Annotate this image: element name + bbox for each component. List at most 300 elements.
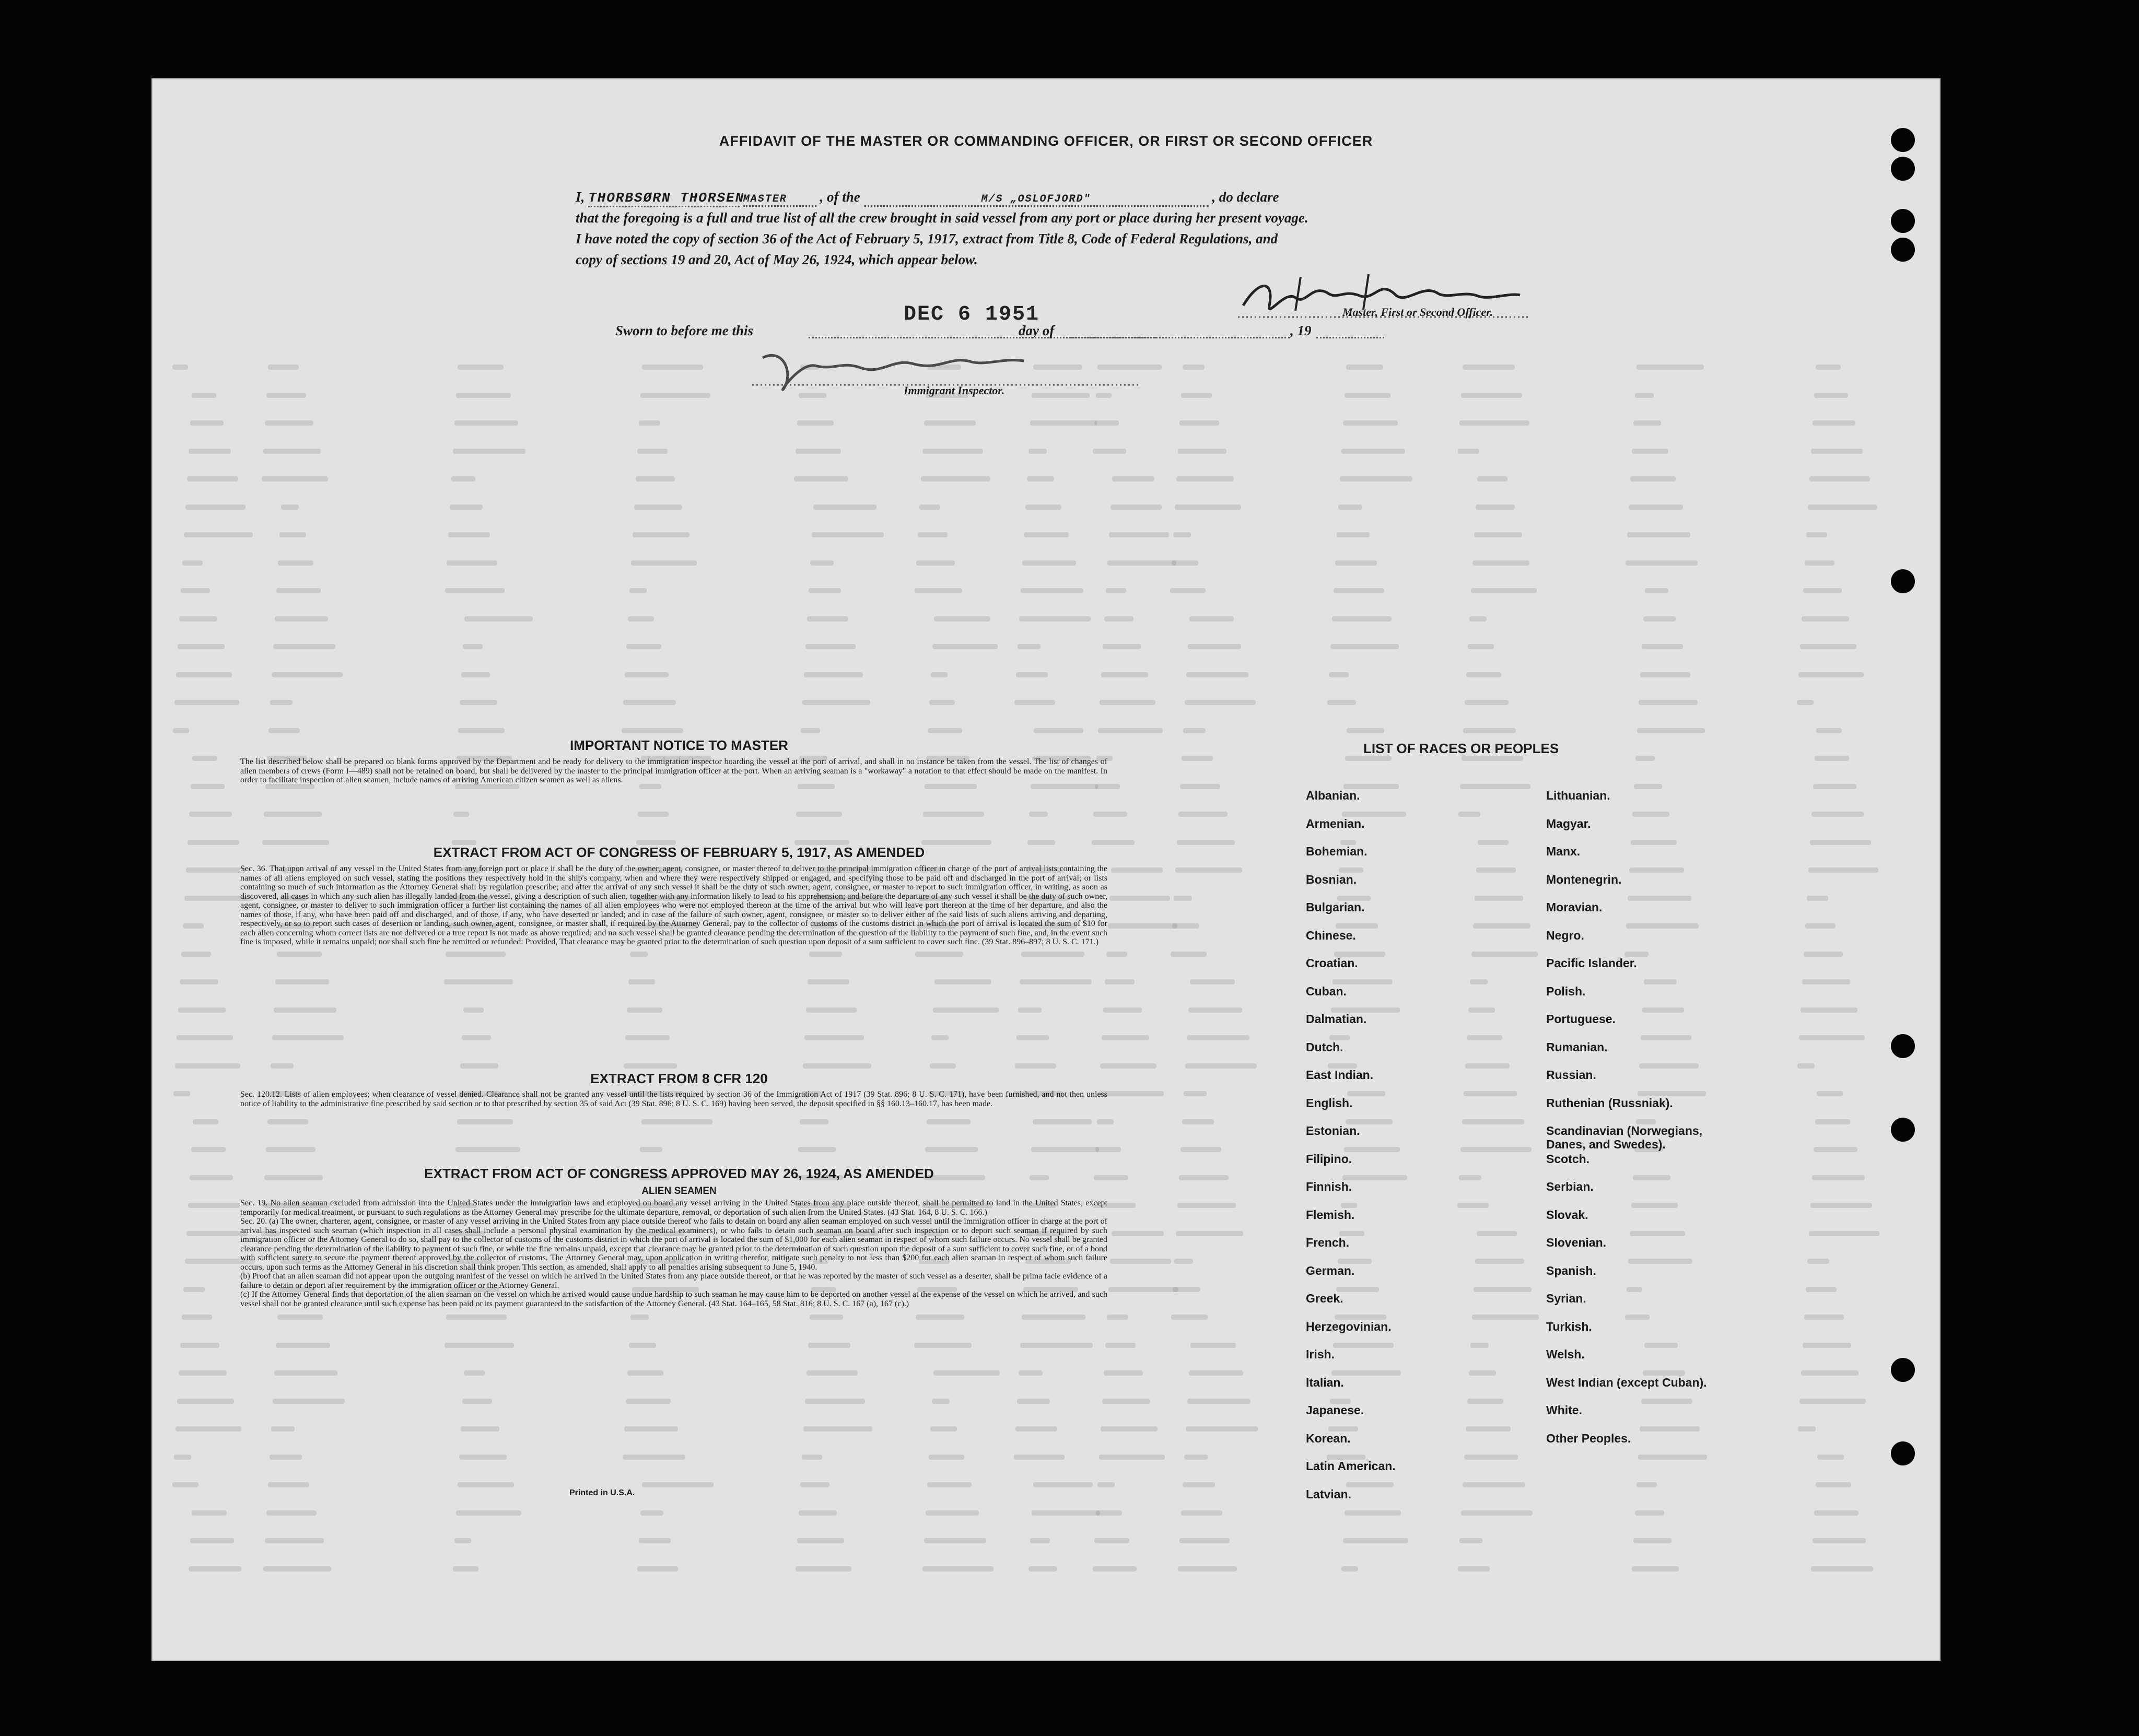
bleed-through-mark bbox=[628, 979, 655, 984]
bleed-through-mark bbox=[1805, 560, 1834, 566]
bleed-through-mark bbox=[627, 1370, 663, 1376]
bleed-through-mark bbox=[1461, 1510, 1533, 1516]
bleed-through-mark bbox=[1460, 1147, 1532, 1152]
bleed-through-mark bbox=[1107, 1315, 1128, 1320]
bleed-through-mark bbox=[1183, 728, 1206, 733]
bleed-through-mark bbox=[457, 1119, 513, 1124]
bleed-through-mark bbox=[1106, 952, 1127, 957]
bleed-through-mark bbox=[174, 700, 239, 705]
bleed-through-mark bbox=[1813, 420, 1855, 426]
bleed-through-mark bbox=[1175, 505, 1241, 510]
race-item: Greek. bbox=[1306, 1292, 1343, 1305]
bleed-through-mark bbox=[916, 560, 955, 566]
bleed-through-mark bbox=[184, 532, 253, 537]
page-title: AFFIDAVIT OF THE MASTER OR COMMANDING OFFICER, OR FIRST OR SECOND OFFICER bbox=[719, 133, 1373, 149]
sec-20a-text: Sec. 20. (a) The owner, charterer, agent, consignee, or master of any vessel arriving in the United States from any place outside thereof who fails to detain on board any alien seaman employed on such vessel until the immigration officer in charge at the port of arrival has inspected such seaman (which inspection in all cases shall include a personal physical examination by the medical examiners), or who fails to detain such seaman on board after such inspection or to deport such seaman if required by such immigration officer or the Attorney General to do so, shall pay to the collector of customs of the customs district in which the port of arrival is located the sum of $1,000 for each alien seaman in respect of whom such failure occurs. No vessel shall be granted clearance pending the determination of the liability to payment of such fine, or while the fine remains unpaid, except that clearance may be granted prior to the determination of such question upon the deposit of a sum sufficient to cover such fine, or of a bond with sufficient surety to secure the payment thereof approved by the collector of customs. The Attorney General may, upon application in writing therefor, mitigate such penalty to not less than $200 for each alien seaman in respect of whom such failure occurs, upon such terms as the Attorney General in his discretion shall think proper. This section, as amended, shall apply to all penalties arising subsequent to June 5, 1940. bbox=[240, 1217, 1107, 1272]
bleed-through-mark bbox=[172, 1482, 198, 1487]
bleed-through-mark bbox=[271, 1063, 294, 1069]
bleed-through-mark bbox=[1346, 365, 1383, 370]
bleed-through-mark bbox=[918, 532, 948, 537]
bleed-through-mark bbox=[1093, 449, 1126, 454]
bleed-through-mark bbox=[182, 560, 203, 566]
bleed-through-mark bbox=[1101, 1426, 1158, 1432]
bleed-through-mark bbox=[800, 1119, 828, 1124]
bleed-through-mark bbox=[1797, 700, 1814, 705]
bleed-through-mark bbox=[1033, 1119, 1092, 1124]
bleed-through-mark bbox=[453, 449, 525, 454]
bleed-through-mark bbox=[181, 952, 211, 957]
sec-20c-text: (c) If the Attorney General finds that deportation of the alien seaman on the vessel on which he arrived would cause undue hardship to such seaman he may cause him to be deported on another vessel at the expense of the vessel on which he arrived, and such vessel shall not be granted clearance until such expense has been paid or its payment guaranteed to the satisfaction of the Attorney General. (43 Stat. 164–165, 58 Stat. 816; 8 U. S. C. 167 (a), 167 (c).) bbox=[240, 1290, 1107, 1308]
bleed-through-mark bbox=[1190, 979, 1235, 984]
bleed-through-mark bbox=[1804, 952, 1843, 957]
bleed-through-mark bbox=[1801, 1007, 1857, 1013]
bleed-through-mark bbox=[639, 420, 660, 426]
bleed-through-mark bbox=[1103, 644, 1141, 649]
bleed-through-mark bbox=[1179, 420, 1219, 426]
bleed-through-mark bbox=[1025, 505, 1061, 510]
bleed-through-mark bbox=[1109, 532, 1169, 537]
bleed-through-mark bbox=[1802, 616, 1849, 621]
race-item: Rumanian. bbox=[1546, 1040, 1608, 1054]
bleed-through-mark bbox=[1468, 1007, 1495, 1013]
bleed-through-mark bbox=[186, 867, 247, 873]
sec-19-text: Sec. 19. No alien seaman excluded from admission into the United States under the immigration laws and employed on board any vessel arriving in the United States from any place outside thereof, shall be permitted to land in the United States, except temporarily for medical treatment, or pursuant to such regulations as the Attorney General may prescribe for the ultimate departure, removal, or deportation of such alien from the United States. (43 Stat. 164, 8 U. S. C. 166.) bbox=[240, 1199, 1107, 1217]
race-item: Filipino. bbox=[1306, 1152, 1352, 1166]
bleed-through-mark bbox=[1111, 505, 1162, 510]
bleed-through-mark bbox=[1458, 449, 1479, 454]
bleed-through-mark bbox=[1184, 1091, 1207, 1096]
bleed-through-mark bbox=[188, 840, 239, 845]
bleed-through-mark bbox=[803, 1426, 872, 1432]
bleed-through-mark bbox=[191, 784, 225, 789]
bleed-through-mark bbox=[1335, 560, 1377, 566]
bleed-through-mark bbox=[1809, 476, 1870, 482]
bleed-through-mark bbox=[1176, 476, 1234, 482]
bleed-through-mark bbox=[190, 1538, 234, 1543]
bleed-through-mark bbox=[1177, 1203, 1236, 1208]
bleed-through-mark bbox=[1458, 812, 1480, 817]
bleed-through-mark bbox=[1186, 672, 1248, 677]
bleed-through-mark bbox=[462, 1035, 491, 1040]
bleed-through-mark bbox=[271, 1426, 295, 1432]
bleed-through-mark bbox=[183, 1287, 205, 1292]
bleed-through-mark bbox=[810, 560, 834, 566]
bleed-through-mark bbox=[1093, 1566, 1137, 1571]
signature-caption: Master, First or Second Officer. bbox=[1342, 306, 1493, 319]
bleed-through-mark bbox=[447, 560, 497, 566]
bleed-through-mark bbox=[1180, 1147, 1221, 1152]
bleed-through-mark bbox=[1471, 588, 1537, 593]
master-name: THORBSØRN THORSEN bbox=[588, 190, 740, 207]
bleed-through-mark bbox=[627, 1007, 662, 1013]
bleed-through-mark bbox=[450, 505, 483, 510]
bleed-through-mark bbox=[636, 476, 675, 482]
bleed-through-mark bbox=[927, 1119, 971, 1124]
race-item: Other Peoples. bbox=[1546, 1431, 1631, 1445]
race-item: German. bbox=[1306, 1263, 1355, 1277]
bleed-through-mark bbox=[189, 449, 231, 454]
inspector-caption: Immigrant Inspector. bbox=[904, 384, 1005, 397]
race-item: Bulgarian. bbox=[1306, 900, 1365, 914]
bleed-through-mark bbox=[794, 476, 848, 482]
bleed-through-mark bbox=[172, 365, 188, 370]
bleed-through-mark bbox=[1630, 476, 1676, 482]
bleed-through-mark bbox=[453, 1566, 478, 1571]
bleed-through-mark bbox=[933, 1007, 999, 1013]
bleed-through-mark bbox=[181, 588, 210, 593]
bleed-through-mark bbox=[1187, 1399, 1250, 1404]
bleed-through-mark bbox=[1334, 588, 1384, 593]
bleed-through-mark bbox=[1189, 1370, 1243, 1376]
bleed-through-mark bbox=[623, 1455, 685, 1460]
bleed-through-mark bbox=[1469, 616, 1487, 621]
bleed-through-mark bbox=[1101, 672, 1148, 677]
bleed-through-mark bbox=[1182, 1119, 1214, 1124]
bleed-through-mark bbox=[270, 700, 293, 705]
binder-hole bbox=[1891, 238, 1915, 262]
bleed-through-mark bbox=[1097, 1482, 1115, 1487]
bleed-through-mark bbox=[1329, 672, 1349, 677]
race-item: Latvian. bbox=[1306, 1487, 1351, 1501]
binder-hole bbox=[1891, 1118, 1915, 1142]
declaration-line-3: I have noted the copy of section 36 of the Act of February 5, 1917, extract from Title 8, Code of Federal Regulations, and bbox=[576, 231, 1278, 247]
bleed-through-mark bbox=[922, 449, 983, 454]
bleed-through-mark bbox=[1800, 644, 1856, 649]
bleed-through-mark bbox=[1015, 1426, 1057, 1432]
master-role: MASTER bbox=[743, 193, 816, 207]
bleed-through-mark bbox=[1094, 1538, 1129, 1543]
bleed-through-mark bbox=[929, 700, 955, 705]
bleed-through-mark bbox=[1799, 1035, 1865, 1040]
bleed-through-mark bbox=[1635, 393, 1654, 398]
bleed-through-mark bbox=[1627, 532, 1690, 537]
sworn-label: Sworn to before me this bbox=[615, 323, 754, 338]
bleed-through-mark bbox=[1808, 867, 1878, 873]
race-item: Latin American. bbox=[1306, 1459, 1396, 1473]
bleed-through-mark bbox=[1178, 812, 1228, 817]
bleed-through-mark bbox=[1633, 420, 1661, 426]
bleed-through-mark bbox=[461, 672, 490, 677]
sec-20b-text: (b) Proof that an alien seaman did not appear upon the outgoing manifest of the vessel on which he arrived in the United States from any place outside thereof, or that he was reported by the master of such vessel as a deserter, shall be prima facie evidence of a failure to detain or deport after requirement by the immigration officer or the Attorney General. bbox=[240, 1272, 1107, 1290]
bleed-through-mark bbox=[805, 1399, 865, 1404]
bleed-through-mark bbox=[1465, 1063, 1510, 1069]
race-item: White. bbox=[1546, 1403, 1582, 1417]
bleed-through-mark bbox=[1175, 867, 1242, 873]
bleed-through-mark bbox=[1100, 1063, 1156, 1069]
do-declare-text: , do declare bbox=[1212, 189, 1279, 205]
races-title: LIST OF RACES OR PEOPLES bbox=[1363, 741, 1559, 756]
race-item: Chinese. bbox=[1306, 928, 1356, 942]
bleed-through-mark bbox=[1181, 1510, 1222, 1516]
bleed-through-mark bbox=[1806, 1287, 1837, 1292]
bleed-through-mark bbox=[808, 979, 849, 984]
bleed-through-mark bbox=[796, 1566, 851, 1571]
bleed-through-mark bbox=[177, 1399, 234, 1404]
bleed-through-mark bbox=[1029, 812, 1048, 817]
day-of-label: day of bbox=[1019, 323, 1055, 338]
bleed-through-mark bbox=[1807, 896, 1828, 901]
bleed-through-mark bbox=[1185, 1063, 1257, 1069]
bleed-through-mark bbox=[1475, 1259, 1524, 1264]
race-item: Albanian. bbox=[1306, 789, 1360, 802]
bleed-through-mark bbox=[638, 812, 669, 817]
race-item: Armenian. bbox=[1306, 816, 1365, 830]
bleed-through-mark bbox=[1345, 393, 1390, 398]
bleed-through-mark bbox=[934, 616, 990, 621]
bleed-through-mark bbox=[1022, 560, 1076, 566]
bleed-through-mark bbox=[933, 1370, 1000, 1376]
bleed-through-mark bbox=[1111, 867, 1163, 873]
bleed-through-mark bbox=[625, 672, 669, 677]
bleed-through-mark bbox=[1103, 1007, 1142, 1013]
bleed-through-mark bbox=[921, 476, 990, 482]
race-item: Dalmatian. bbox=[1306, 1012, 1367, 1026]
bleed-through-mark bbox=[929, 1455, 964, 1460]
cfr-text: Sec. 120.12. Lists of alien employees; when clearance of vessel denied. Clearance shall not be granted any vessel until the lists required by section 36 of the Immigration Act of 1917 (39 Stat. 896; 8 U. S. C. 171), have been furnished, and not then unless notice of liability to the administrative fine prescribed by said section or to that prescribed by section 35 of said Act (39 Stat. 896; 8 U. S. C. 169) having been served, the deposit specified in §§ 160.13–160.17, has been made. bbox=[240, 1090, 1107, 1108]
race-item: Syrian. bbox=[1546, 1292, 1586, 1305]
race-item: Serbian. bbox=[1546, 1180, 1594, 1193]
bleed-through-mark bbox=[1813, 784, 1856, 789]
bleed-through-mark bbox=[1814, 1510, 1859, 1516]
bleed-through-mark bbox=[1472, 1315, 1539, 1320]
bleed-through-mark bbox=[1181, 393, 1212, 398]
bleed-through-mark bbox=[1466, 1426, 1511, 1432]
race-item: Finnish. bbox=[1306, 1180, 1352, 1193]
bleed-through-mark bbox=[1022, 1315, 1085, 1320]
bleed-through-mark bbox=[1184, 1455, 1208, 1460]
declaration-prefix: I, bbox=[576, 189, 585, 205]
bleed-through-mark bbox=[634, 505, 682, 510]
bleed-through-mark bbox=[916, 1315, 964, 1320]
bleed-through-mark bbox=[180, 1343, 219, 1348]
bleed-through-mark bbox=[273, 1399, 345, 1404]
bleed-through-mark bbox=[1810, 1203, 1872, 1208]
bleed-through-mark bbox=[1183, 1482, 1215, 1487]
bleed-through-mark bbox=[622, 728, 683, 733]
bleed-through-mark bbox=[1109, 896, 1170, 901]
bleed-through-mark bbox=[914, 1343, 972, 1348]
document-page bbox=[151, 78, 1941, 1661]
extract-1924-title: EXTRACT FROM ACT OF CONGRESS APPROVED MAY 26, 1924, AS AMENDED bbox=[424, 1166, 934, 1181]
bleed-through-mark bbox=[1632, 449, 1668, 454]
bleed-through-mark bbox=[1798, 672, 1864, 677]
bleed-through-mark bbox=[1463, 728, 1516, 733]
bleed-through-mark bbox=[624, 1426, 678, 1432]
bleed-through-mark bbox=[264, 812, 322, 817]
race-item: Pacific Islander. bbox=[1546, 956, 1637, 970]
bleed-through-mark bbox=[1817, 1455, 1844, 1460]
bleed-through-mark bbox=[809, 588, 841, 593]
bleed-through-mark bbox=[637, 1566, 678, 1571]
bleed-through-mark bbox=[630, 1315, 649, 1320]
bleed-through-mark bbox=[1030, 420, 1097, 426]
bleed-through-mark bbox=[1643, 616, 1676, 621]
date-stamp: DEC 6 1951 bbox=[904, 303, 1040, 326]
bleed-through-mark bbox=[1020, 979, 1092, 984]
bleed-through-mark bbox=[262, 840, 329, 845]
bleed-through-mark bbox=[1028, 449, 1047, 454]
bleed-through-mark bbox=[462, 1399, 492, 1404]
bleed-through-mark bbox=[1173, 1287, 1200, 1292]
bleed-through-mark bbox=[1018, 1007, 1042, 1013]
bleed-through-mark bbox=[193, 1119, 218, 1124]
bleed-through-mark bbox=[1173, 532, 1191, 537]
bleed-through-mark bbox=[1027, 840, 1055, 845]
bleed-through-mark bbox=[1096, 1510, 1122, 1516]
bleed-through-mark bbox=[1474, 1287, 1532, 1292]
bleed-through-mark bbox=[1465, 700, 1509, 705]
races-right-column bbox=[1546, 789, 1734, 1459]
bleed-through-mark bbox=[1816, 1482, 1851, 1487]
bleed-through-mark bbox=[923, 812, 984, 817]
bleed-through-mark bbox=[1341, 449, 1405, 454]
bleed-through-mark bbox=[180, 979, 218, 984]
bleed-through-mark bbox=[1637, 365, 1704, 370]
bleed-through-mark bbox=[812, 532, 884, 537]
bleed-through-mark bbox=[1815, 1119, 1850, 1124]
bleed-through-mark bbox=[919, 505, 940, 510]
bleed-through-mark bbox=[926, 1510, 979, 1516]
bleed-through-mark bbox=[1811, 449, 1863, 454]
bleed-through-mark bbox=[1034, 728, 1083, 733]
bleed-through-mark bbox=[1098, 1091, 1164, 1096]
bleed-through-mark bbox=[932, 644, 998, 649]
bleed-through-mark bbox=[1174, 1259, 1193, 1264]
bleed-through-mark bbox=[182, 1315, 212, 1320]
bleed-through-mark bbox=[451, 476, 475, 482]
bleed-through-mark bbox=[813, 505, 876, 510]
bleed-through-mark bbox=[270, 1455, 302, 1460]
bleed-through-mark bbox=[178, 1007, 226, 1013]
bleed-through-mark bbox=[1102, 1035, 1149, 1040]
declaration-line-2: that the foregoing is a full and true list of all the crew brought in said vessel from any port or place during her present voyage. bbox=[576, 210, 1308, 226]
bleed-through-mark bbox=[629, 588, 647, 593]
bleed-through-mark bbox=[925, 1147, 978, 1152]
bleed-through-mark bbox=[1814, 1147, 1857, 1152]
bleed-through-mark bbox=[626, 1399, 671, 1404]
bleed-through-mark bbox=[1027, 476, 1054, 482]
race-item: Cuban. bbox=[1306, 984, 1347, 998]
bleed-through-mark bbox=[640, 1147, 662, 1152]
bleed-through-mark bbox=[924, 420, 976, 426]
bleed-through-mark bbox=[177, 1035, 233, 1040]
binder-hole bbox=[1891, 1034, 1915, 1058]
bleed-through-mark bbox=[1637, 1482, 1657, 1487]
bleed-through-mark bbox=[186, 1231, 248, 1236]
bleed-through-mark bbox=[1813, 1538, 1866, 1543]
bleed-through-mark bbox=[1093, 812, 1127, 817]
bleed-through-mark bbox=[802, 1455, 822, 1460]
bleed-through-mark bbox=[1102, 1399, 1150, 1404]
bleed-through-mark bbox=[445, 1343, 514, 1348]
bleed-through-mark bbox=[1019, 1370, 1043, 1376]
race-item: Negro. bbox=[1546, 928, 1584, 942]
bleed-through-mark bbox=[924, 1538, 986, 1543]
race-item: Lithuanian. bbox=[1546, 789, 1610, 802]
bleed-through-mark bbox=[1174, 896, 1192, 901]
bleed-through-mark bbox=[1347, 728, 1384, 733]
bleed-through-mark bbox=[802, 700, 870, 705]
bleed-through-mark bbox=[458, 728, 505, 733]
bleed-through-mark bbox=[460, 700, 497, 705]
extract-1924-subtitle: ALIEN SEAMEN bbox=[641, 1186, 717, 1197]
bleed-through-mark bbox=[190, 1175, 233, 1180]
bleed-through-mark bbox=[273, 644, 335, 649]
bleed-through-mark bbox=[804, 672, 863, 677]
bleed-through-mark bbox=[444, 979, 513, 984]
bleed-through-mark bbox=[1031, 1147, 1099, 1152]
bleed-through-mark bbox=[278, 560, 313, 566]
bleed-through-mark bbox=[266, 1147, 315, 1152]
year-prefix: , 19 bbox=[1290, 323, 1312, 338]
bleed-through-mark bbox=[272, 1035, 344, 1040]
bleed-through-mark bbox=[1100, 700, 1155, 705]
bleed-through-mark bbox=[1476, 867, 1516, 873]
bleed-through-mark bbox=[446, 952, 506, 957]
bleed-through-mark bbox=[1338, 505, 1362, 510]
bleed-through-mark bbox=[800, 1482, 829, 1487]
bleed-through-mark bbox=[1186, 1426, 1258, 1432]
bleed-through-mark bbox=[1466, 672, 1501, 677]
bleed-through-mark bbox=[1814, 393, 1848, 398]
bleed-through-mark bbox=[1804, 1315, 1844, 1320]
notice-text: The list described below shall be prepared on blank forms approved by the Department and be ready for delivery to the immigration inspector boarding the vessel at the port of arrival, and shall in no instance be taken from the vessel. The list of changes of alien members of crews (Form I—489) shall not be retained on board, but shall be delivered by the master to the principal immigration officer at the port. When an arriving seaman is a "workaway" a notation to that effect should be made on the manifest. In order to facilitate inspection of alien seamen, include names of arriving American citizen seamen as well as aliens. bbox=[240, 757, 1107, 784]
bleed-through-mark bbox=[1798, 1426, 1816, 1432]
printed-in-usa: Printed in U.S.A. bbox=[569, 1488, 635, 1497]
bleed-through-mark bbox=[1188, 644, 1241, 649]
bleed-through-mark bbox=[1182, 756, 1213, 761]
bleed-through-mark bbox=[1642, 644, 1683, 649]
race-item: Estonian. bbox=[1306, 1124, 1360, 1137]
bleed-through-mark bbox=[1033, 1482, 1093, 1487]
bleed-through-mark bbox=[1340, 476, 1412, 482]
bleed-through-mark bbox=[1016, 1035, 1049, 1040]
binder-hole bbox=[1891, 1441, 1915, 1465]
bleed-through-mark bbox=[932, 1399, 950, 1404]
bleed-through-mark bbox=[629, 1343, 656, 1348]
bleed-through-mark bbox=[1170, 588, 1206, 593]
race-item: Bohemian. bbox=[1306, 844, 1367, 858]
bleed-through-mark bbox=[1178, 1566, 1237, 1571]
bleed-through-mark bbox=[1180, 784, 1220, 789]
bleed-through-mark bbox=[623, 700, 676, 705]
cfr-title: EXTRACT FROM 8 CFR 120 bbox=[590, 1071, 768, 1086]
bleed-through-mark bbox=[1468, 644, 1494, 649]
bleed-through-mark bbox=[281, 505, 299, 510]
bleed-through-mark bbox=[1808, 505, 1877, 510]
bleed-through-mark bbox=[454, 420, 518, 426]
bleed-through-mark bbox=[1799, 1399, 1866, 1404]
bleed-through-mark bbox=[179, 616, 217, 621]
bleed-through-mark bbox=[464, 616, 533, 621]
bleed-through-mark bbox=[276, 588, 321, 593]
bleed-through-mark bbox=[192, 756, 217, 761]
bleed-through-mark bbox=[1020, 1343, 1093, 1348]
bleed-through-mark bbox=[1021, 952, 1084, 957]
bleed-through-mark bbox=[1811, 1566, 1873, 1571]
bleed-through-mark bbox=[1459, 1175, 1481, 1180]
bleed-through-mark bbox=[931, 672, 948, 677]
bleed-through-mark bbox=[625, 1035, 670, 1040]
bleed-through-mark bbox=[464, 1370, 485, 1376]
bleed-through-mark bbox=[628, 616, 654, 621]
bleed-through-mark bbox=[266, 393, 306, 398]
race-item: Bosnian. bbox=[1306, 872, 1357, 886]
bleed-through-mark bbox=[1188, 1007, 1242, 1013]
bleed-through-mark bbox=[1463, 1482, 1525, 1487]
races-left-column bbox=[1306, 789, 1396, 1515]
bleed-through-mark bbox=[189, 812, 232, 817]
